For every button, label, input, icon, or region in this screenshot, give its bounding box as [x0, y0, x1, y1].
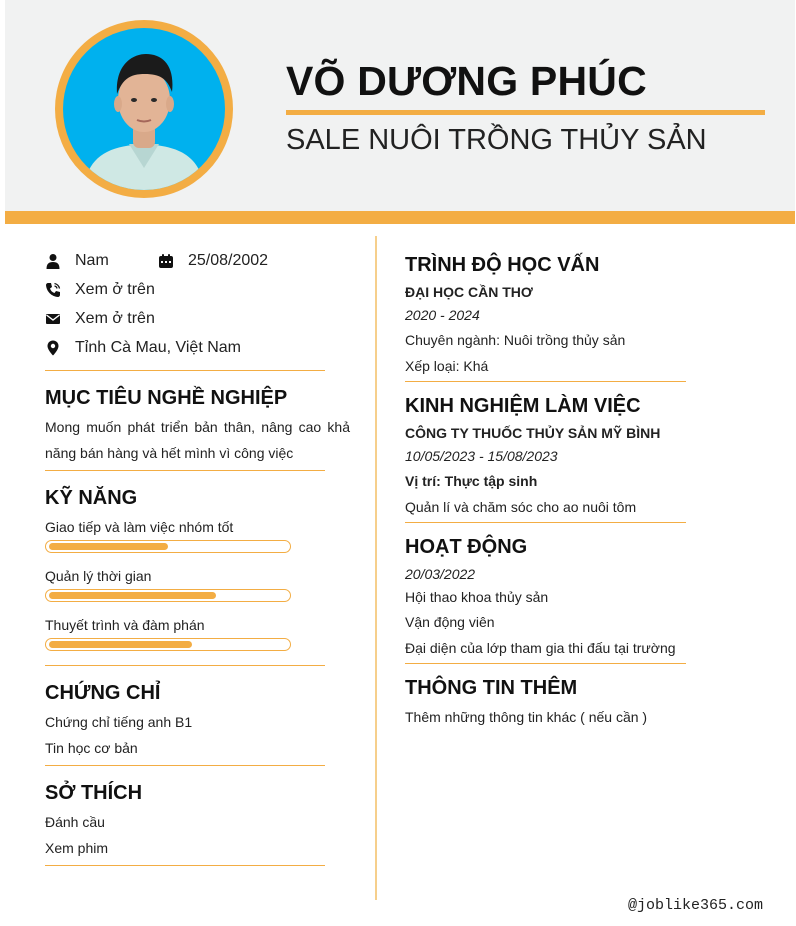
person-portrait-icon [63, 28, 225, 190]
list-item: Đại diện của lớp tham gia thi đấu tại trường [405, 640, 676, 656]
email-row [45, 308, 155, 330]
skill-bar-fill [49, 641, 192, 648]
divider [45, 765, 325, 766]
skill-bar-fill [49, 592, 216, 599]
user-icon [45, 253, 61, 269]
list-item: Xem phim [45, 840, 109, 856]
skills-title: KỸ NĂNG [45, 487, 138, 509]
divider [45, 370, 325, 371]
list-item: Đánh cầu [45, 814, 105, 830]
email-icon [45, 311, 61, 327]
list-item: Vận động viên [405, 614, 495, 630]
phone-value: Xem ở trên [75, 281, 155, 298]
email-value: Xem ở trên [75, 310, 155, 327]
skill-bar [45, 540, 291, 553]
divider [405, 381, 686, 382]
profile-photo [63, 28, 225, 190]
divider [405, 663, 686, 664]
additional-info-title: THÔNG TIN THÊM [405, 677, 578, 699]
experience-description: Quản lí và chăm sóc cho ao nuôi tôm [405, 499, 637, 515]
experience-period: 10/05/2023 - 15/08/2023 [405, 448, 558, 464]
objective-title: MỤC TIÊU NGHỀ NGHIỆP [45, 387, 288, 409]
objective-text: Mong muốn phát triển bản thân, nâng cao khả năng bán hàng và hết mình vì công việc [45, 419, 350, 461]
divider [45, 665, 325, 666]
activity-date: 20/03/2022 [405, 566, 476, 582]
address-value: Tỉnh Cà Mau, Việt Nam [75, 339, 241, 356]
address-row [45, 337, 241, 359]
name-underline [286, 110, 765, 115]
skill-label: Quản lý thời gian [45, 568, 152, 584]
avatar [55, 20, 233, 198]
skill-bar [45, 638, 291, 651]
experience-position: Vị trí: Thực tập sinh [405, 473, 538, 489]
skill-bar [45, 589, 291, 602]
skill-label: Thuyết trình và đàm phán [45, 617, 205, 633]
company-name: CÔNG TY THUỐC THỦY SẢN MỸ BÌNH [405, 425, 661, 441]
site-watermark: @joblike365.com [628, 897, 764, 914]
list-item: Hội thao khoa thủy sản [405, 589, 549, 605]
experience-title: KINH NGHIỆM LÀM VIỆC [405, 395, 641, 417]
gender-row [45, 250, 109, 272]
education-major: Chuyên ngành: Nuôi trồng thủy sản [405, 332, 626, 348]
additional-info-text: Thêm những thông tin khác ( nếu cần ) [405, 709, 648, 725]
divider [45, 470, 325, 471]
skill-bar-fill [49, 543, 168, 550]
school-name: ĐẠI HỌC CẦN THƠ [405, 284, 533, 300]
candidate-name: VÕ DƯƠNG PHÚC [286, 58, 647, 104]
skill-label: Giao tiếp và làm việc nhóm tốt [45, 519, 234, 535]
education-title: TRÌNH ĐỘ HỌC VẤN [405, 254, 600, 276]
phone-row [45, 279, 155, 301]
hobbies-title: SỞ THÍCH [45, 782, 143, 804]
list-item: Chứng chỉ tiếng anh B1 [45, 714, 193, 730]
birthday-value: 25/08/2002 [188, 252, 269, 269]
list-item: Tin học cơ bản [45, 740, 138, 756]
divider [405, 522, 686, 523]
certificates-title: CHỨNG CHỈ [45, 682, 161, 704]
divider [45, 865, 325, 866]
education-period: 2020 - 2024 [405, 307, 480, 323]
column-divider [375, 236, 377, 900]
activities-title: HOẠT ĐỘNG [405, 536, 528, 558]
header-accent-bar [5, 211, 795, 224]
phone-icon [45, 282, 61, 298]
gender-value: Nam [75, 252, 109, 269]
location-pin-icon [45, 340, 61, 356]
job-title: SALE NUÔI TRỒNG THỦY SẢN [286, 124, 707, 156]
birthday-row [158, 250, 268, 272]
education-grade: Xếp loại: Khá [405, 358, 489, 374]
calendar-icon [158, 253, 174, 269]
